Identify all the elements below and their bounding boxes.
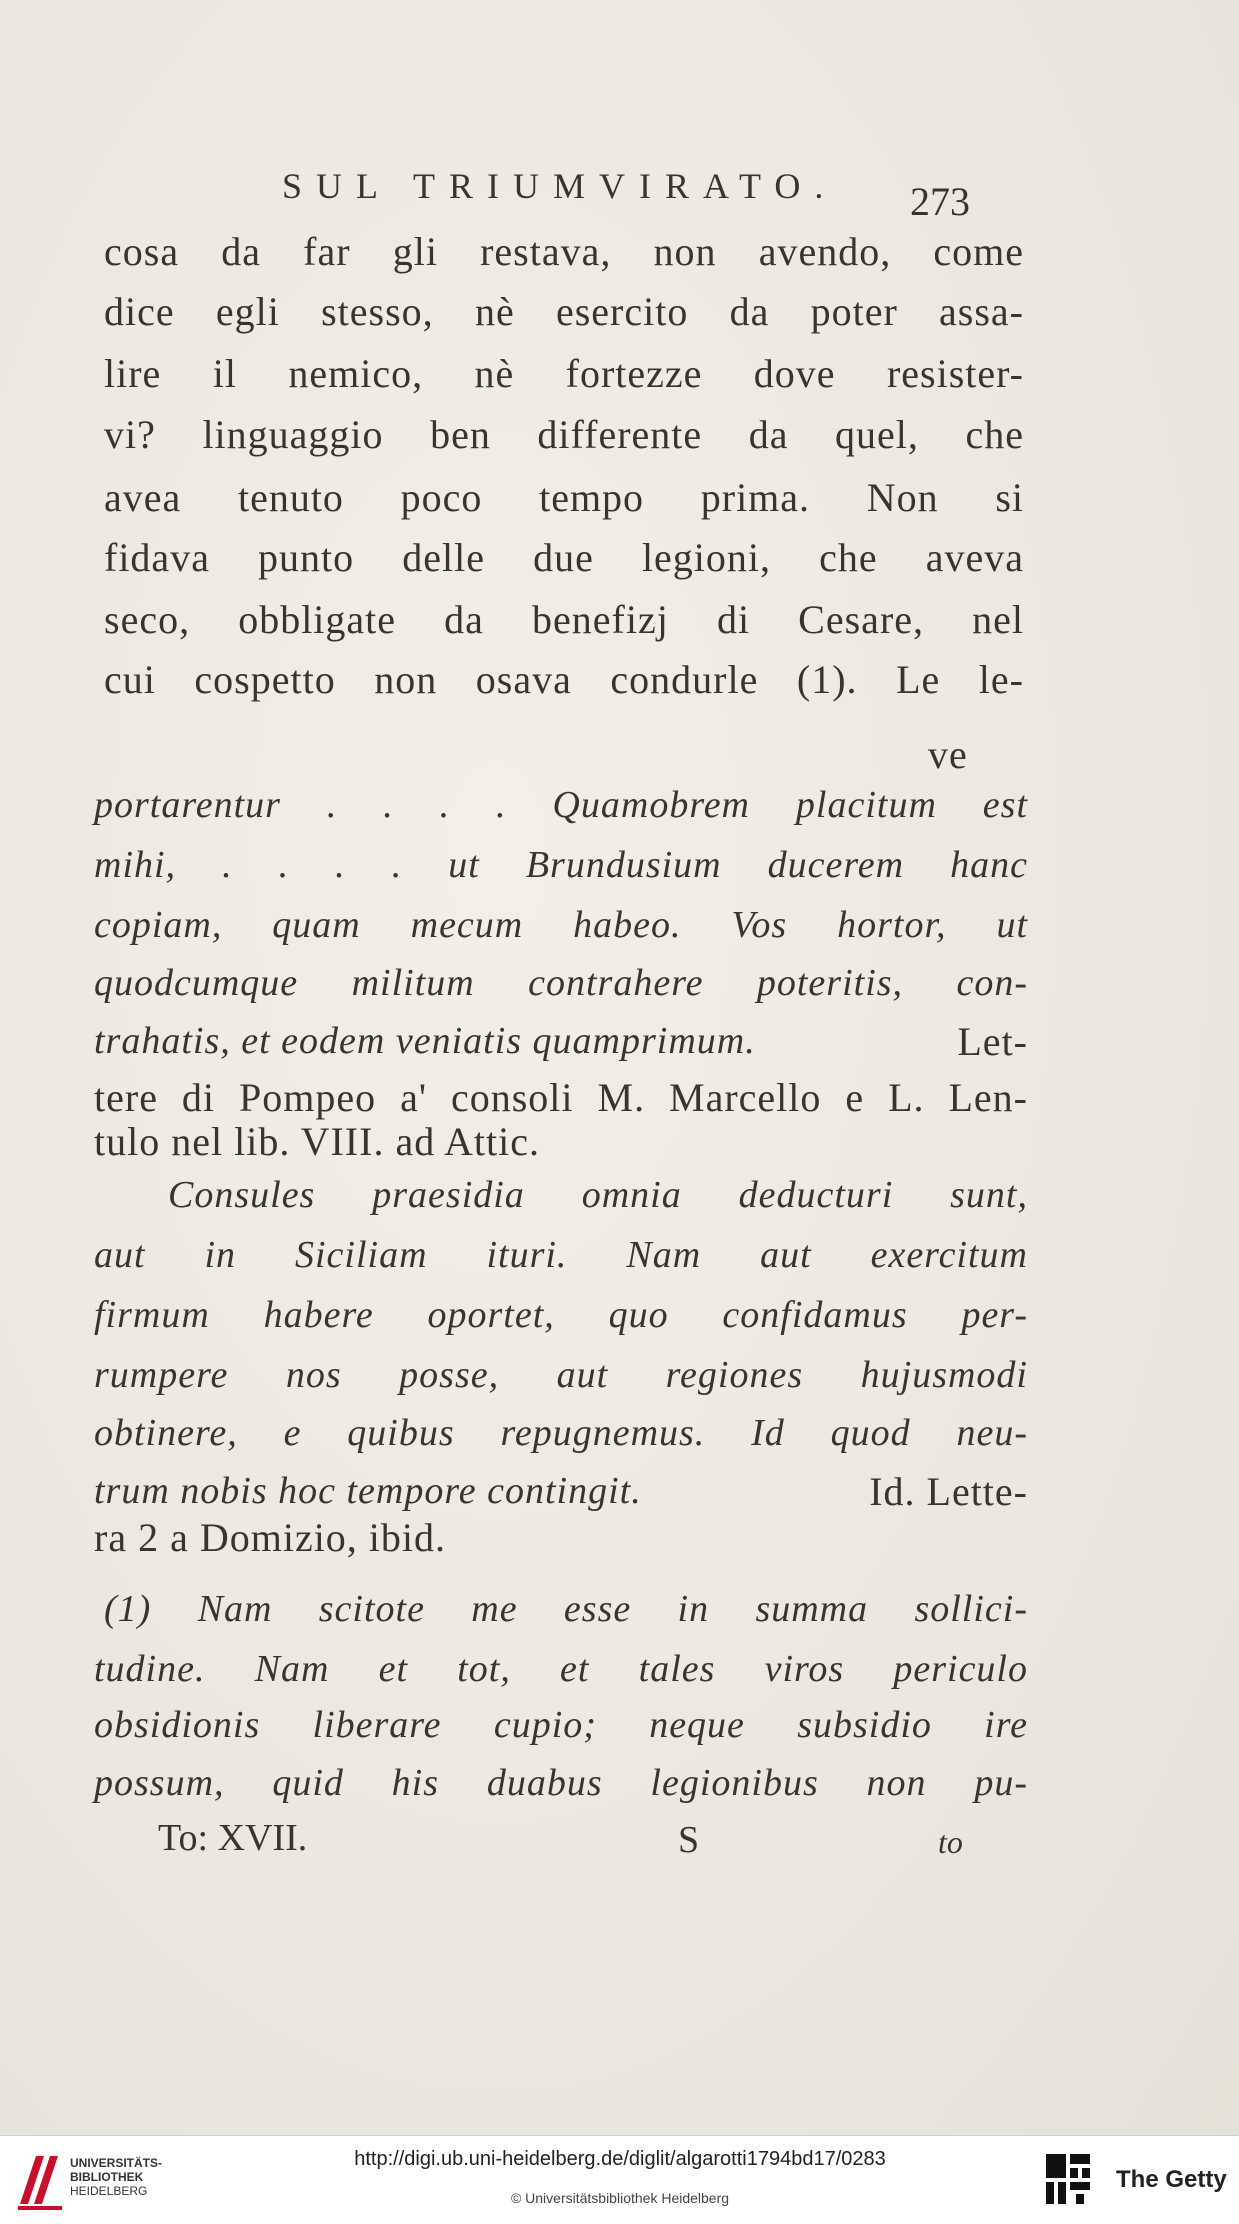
running-head: SUL TRIUMVIRATO.: [282, 166, 838, 206]
university-library-logo-icon: [14, 2148, 66, 2212]
note-line: obtinere, e quibus repugnemus. Id quod neu-: [94, 1412, 1028, 1454]
getty-logo-icon: [1042, 2150, 1094, 2208]
note-line-roman: Id. Lette-: [869, 1469, 1028, 1514]
catchword: ve: [928, 732, 968, 777]
library-name-line: BIBLIOTHEK: [70, 2170, 144, 2184]
note-line: aut in Siciliam ituri. Nam aut exercitum: [94, 1234, 1028, 1276]
note-line: quodcumque militum contrahere poteritis, con-: [94, 962, 1028, 1004]
partner-name: The Getty: [1116, 2166, 1227, 2193]
note-line-roman: tulo nel lib. VIII. ad Attic.: [94, 1119, 540, 1164]
main-text-line: dice egli stesso, nè esercito da poter assa-: [104, 289, 1024, 334]
catchword-bottom: to: [938, 1824, 963, 1860]
note-line: possum, quid his duabus legionibus non pu-: [94, 1762, 1028, 1804]
note-line: (1) Nam scitote me esse in summa sollici-: [104, 1588, 1028, 1630]
note-line: trahatis, et eodem veniatis quamprimum.: [94, 1020, 756, 1062]
note-line-roman: ra 2 a Domizio, ibid.: [94, 1515, 447, 1560]
main-text-line: vi? linguaggio ben differente da quel, che: [104, 412, 1024, 457]
main-text-line: cosa da far gli restava, non avendo, come: [104, 229, 1024, 274]
note-line: copiam, quam mecum habeo. Vos hortor, ut: [94, 904, 1028, 946]
note-line: portarentur . . . . Quamobrem placitum est: [94, 784, 1028, 826]
main-text-line: lire il nemico, nè fortezze dove resister-: [104, 351, 1024, 396]
note-line: obsidionis liberare cupio; neque subsidio ire: [94, 1704, 1028, 1746]
copyright-notice: © Universitätsbibliothek Heidelberg: [510, 2190, 730, 2206]
library-name-line: UNIVERSITÄTS-: [70, 2156, 163, 2170]
signature-mark: S: [678, 1819, 700, 1861]
note-line: mihi, . . . . ut Brundusium ducerem hanc: [94, 844, 1028, 886]
signature-volume: To: XVII.: [158, 1817, 308, 1859]
page-number: 273: [910, 179, 970, 224]
note-line: Consules praesidia omnia deducturi sunt,: [168, 1174, 1028, 1216]
main-text-line: seco, obbligate da benefizj di Cesare, nel: [104, 597, 1024, 642]
note-line-roman: Let-: [957, 1019, 1028, 1064]
viewer-footer: [0, 2135, 1239, 2224]
library-name: [70, 2156, 162, 2198]
main-text-line: avea tenuto poco tempo prima. Non si: [104, 475, 1024, 520]
permalink-url[interactable]: http://digi.ub.uni-heidelberg.de/diglit/algarotti1794bd17/0283: [354, 2148, 886, 2170]
note-line: firmum habere oportet, quo confidamus per-: [94, 1294, 1028, 1336]
main-text-line: cui cospetto non osava condurle (1). Le le-: [104, 657, 1024, 702]
note-line: rumpere nos posse, aut regiones hujusmodi: [94, 1354, 1028, 1396]
library-name-line: HEIDELBERG: [70, 2184, 148, 2198]
main-text-line: fidava punto delle due legioni, che aveva: [104, 535, 1024, 580]
note-line: tudine. Nam et tot, et tales viros periculo: [94, 1648, 1028, 1690]
note-line-roman: tere di Pompeo a' consoli M. Marcello e L. Len-: [94, 1075, 1028, 1120]
note-line: trum nobis hoc tempore contingit.: [94, 1470, 642, 1512]
